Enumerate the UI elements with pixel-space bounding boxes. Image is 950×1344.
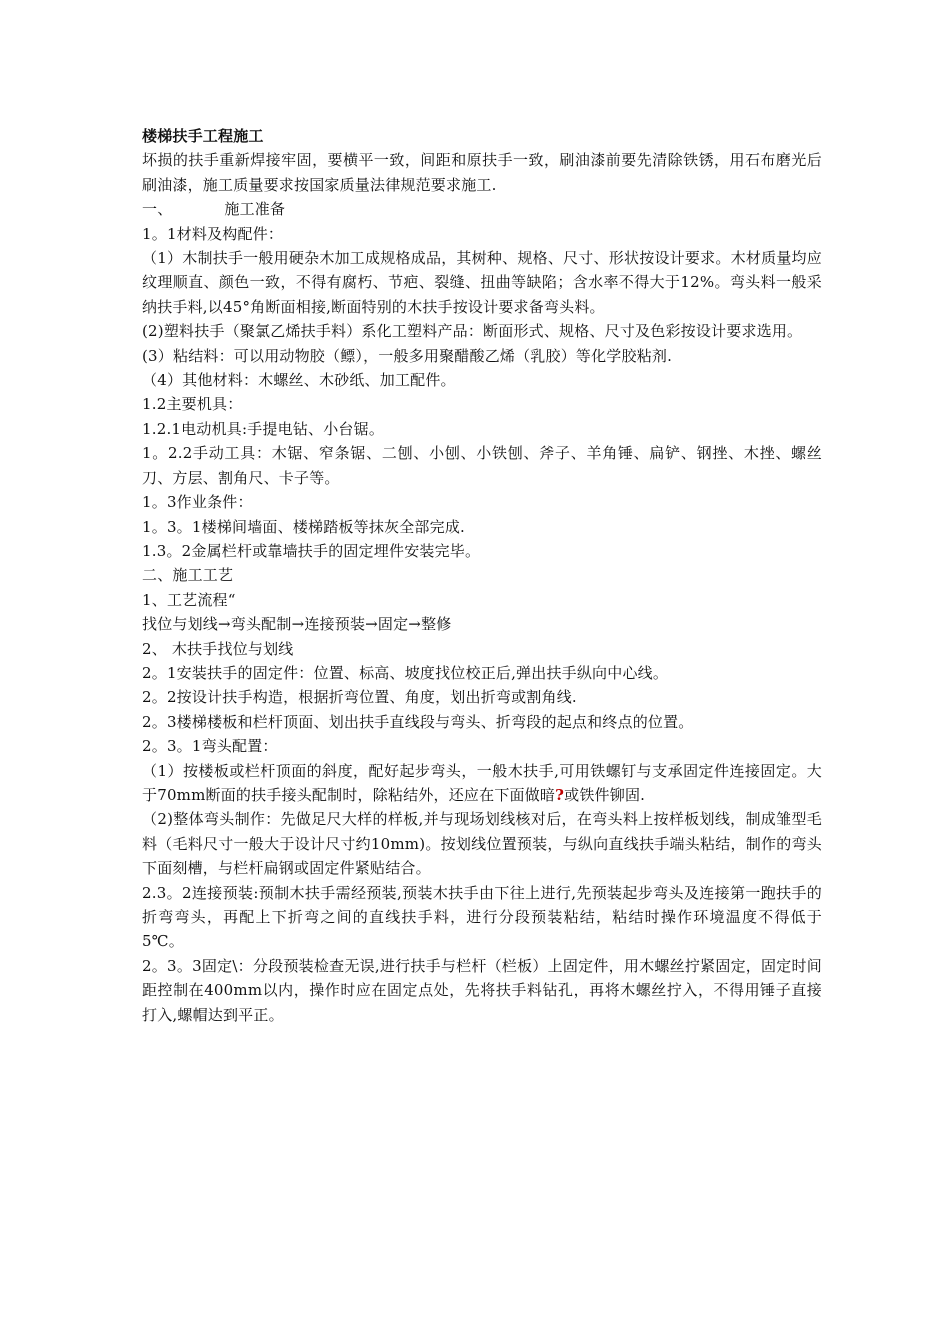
paragraph-1-3-2: 1.3。2金属栏杆或靠墙扶手的固定埋件安装完毕。 [142, 541, 481, 560]
paragraph-1-1-c: (3）粘结料：可以用动物胶（鳔），一般多用聚醋酸乙烯（乳胶）等化学胶粘剂. [142, 346, 673, 365]
paragraph-2-1: 1、工艺流程“ [142, 590, 236, 609]
paragraph-2-3-1-b: （2)整体弯头制作：先做足尺大样的样板,并与现场划线核对后，在弯头料上按样板划线，制成雏型毛料（毛料尺寸一般大于设计尺寸约10mm)。按划线位置预装，与纵向直线扶手端头粘结，制作的弯头下面刻槽，与栏杆扁钢或固定件紧贴结合。 [142, 810, 822, 878]
paragraph-2-3-1-a-text: （1）按楼板或栏杆顶面的斜度，配好起步弯头，一般木扶手,可用铁螺钉与支承固定件连接固定。大于70mm断面的扶手接头配制时，除粘结外，还应在下面做暗 [142, 761, 822, 804]
paragraph-1-3: 1。3作业条件： [142, 493, 253, 512]
paragraph-1-1-a: （1）木制扶手一般用硬杂木加工成规格成品，其树种、规格、尺寸、形状按设计要求。木材质量均应纹理顺直、颜色一致，不得有腐朽、节疤、裂缝、扭曲等缺陷；含水率不得大于12%。弯头料一般采纳扶手料,以45°角断面相接,断面特别的木扶手按设计要求备弯头料。 [142, 249, 822, 316]
intro-paragraph: 坏损的扶手重新焊接牢固，要横平一致，间距和原扶手一致，刷油漆前要先清除铁锈，用石布磨光后刷油漆，施工质量要求按国家质量法律规范要求施工. [142, 151, 822, 194]
paragraph-1-3-1: 1。3。1楼梯间墙面、楼梯踏板等抹灰全部完成. [142, 517, 466, 536]
paragraph-1-1-b: (2)塑料扶手（聚氯乙烯扶手料）系化工塑料产品：断面形式、规格、尺寸及色彩按设计要求选用。 [142, 322, 803, 341]
section-1-heading [142, 197, 822, 221]
section-1-title: 施工准备 [224, 200, 286, 219]
paragraph-2-3-1-a-tail: 或铁件铆固. [564, 785, 646, 804]
paragraph-1-1-d: （4）其他材料：木螺丝、木砂纸、加工配件。 [142, 371, 456, 390]
document-title: 楼梯扶手工程施工 [142, 127, 264, 145]
paragraph-1-2-2: 1。2.2手动工具：木锯、窄条锯、二刨、小刨、小铁刨、斧子、羊角锤、扁铲、钢挫、木挫、螺丝刀、方层、割角尺、卡子等。 [142, 444, 822, 487]
paragraph-2-3-2: 2.3。2连接预装:预制木扶手需经预装,预装木扶手由下往上进行,先预装起步弯头及连接第一跑扶手的折弯弯头，再配上下折弯之间的直线扶手料，进行分段预装粘结，粘结时操作环境温度不得低于5℃。 [142, 883, 822, 951]
paragraph-2-2-1: 2。1安装扶手的固定件：位置、标高、坡度找位校正后,弹出扶手纵向中心线。 [142, 663, 669, 682]
paragraph-2-3-1: 2。3。1弯头配置： [142, 737, 278, 756]
paragraph-1-2: 1.2主要机具： [142, 395, 243, 414]
document-page [142, 124, 822, 1027]
process-flow: 找位与划线→弯头配制→连接预装→固定→整修 [142, 615, 452, 634]
paragraph-1-1: 1。1材料及构配件： [142, 224, 284, 243]
paragraph-2-2-3: 2。3楼梯楼板和栏杆顶面、划出扶手直线段与弯头、折弯段的起点和终点的位置。 [142, 712, 694, 731]
section-1-number: 一、 [142, 200, 173, 219]
unknown-char-mark: ? [555, 785, 565, 804]
paragraph-2-2-2: 2。2按设计扶手构造，根据折弯位置、角度，划出折弯或割角线. [142, 688, 577, 707]
paragraph-2-3-3: 2。3。3固定\：分段预装检查无误,进行扶手与栏杆（栏板）上固定件，用木螺丝拧紧固定，固定时间距控制在400mm以内，操作时应在固定点处，先将扶手料钻孔，再将木螺丝拧入，不得用锤子直接打入,螺帽达到平正。 [142, 956, 822, 1024]
paragraph-1-2-1: 1.2.1电动机具:手提电钻、小台锯。 [142, 419, 385, 438]
paragraph-2-2: 2、 木扶手找位与划线 [142, 639, 294, 658]
paragraph-2-3-1-a [142, 759, 822, 808]
section-2-heading: 二、施工工艺 [142, 566, 234, 585]
